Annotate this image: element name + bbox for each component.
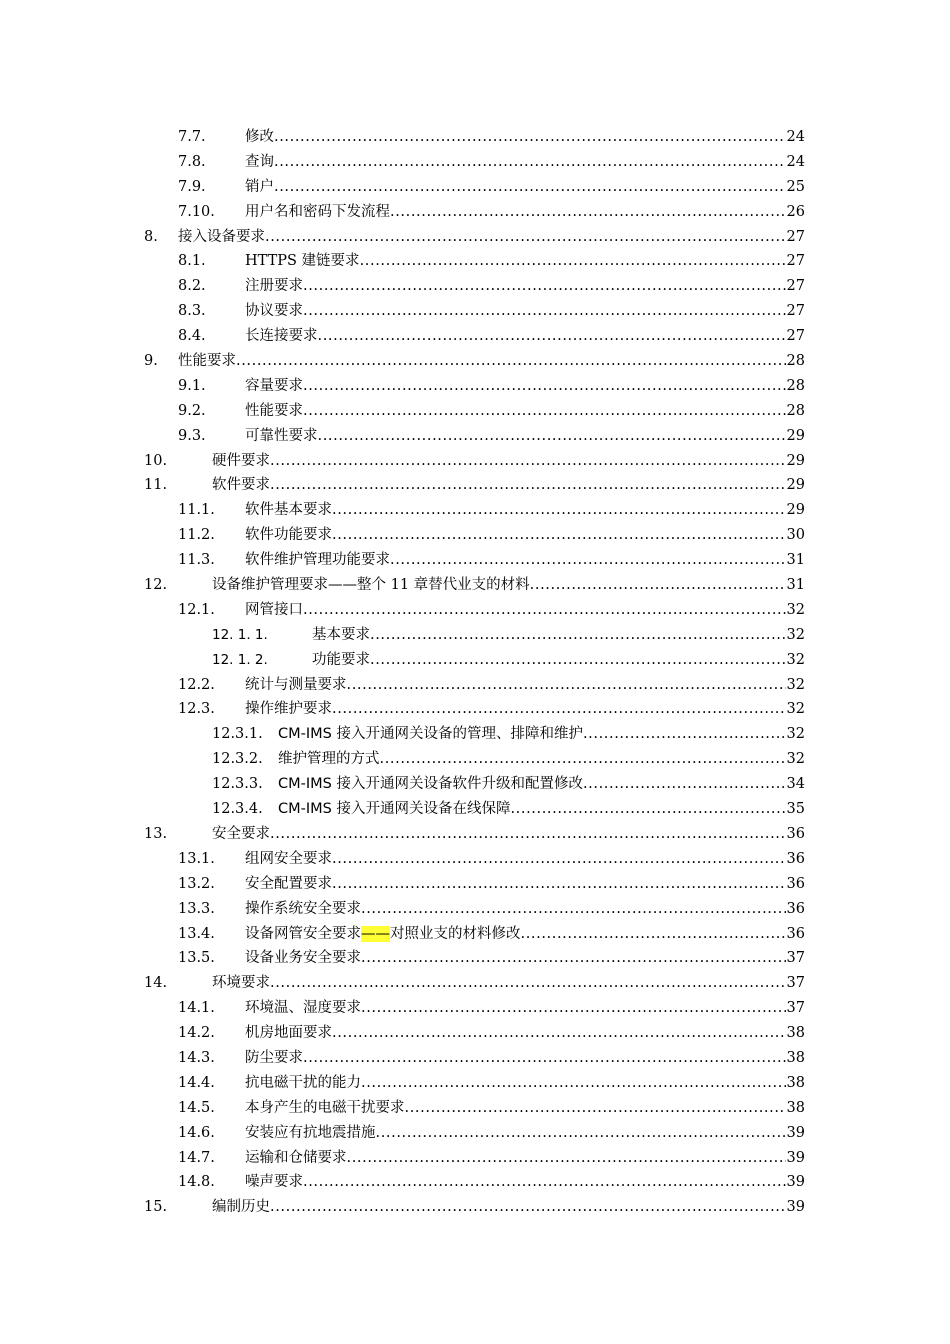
toc-page-number: 29 — [786, 502, 805, 519]
toc-entry-number: 13.4. — [178, 925, 215, 942]
toc-entry[interactable] — [0, 872, 950, 897]
toc-entry-title-text: 设备业务安全要求 — [245, 950, 361, 967]
toc-entry-title — [245, 847, 332, 872]
dot-leader — [270, 822, 786, 847]
toc-page-number: 28 — [786, 402, 805, 419]
toc-page-number: 36 — [786, 900, 805, 917]
toc-entry-number: 12.3.2. — [212, 751, 263, 768]
toc-entry-title-text: 防尘要求 — [245, 1049, 303, 1066]
toc-entry-title-text: 编制历史 — [212, 1199, 270, 1216]
toc-entry[interactable] — [0, 1046, 950, 1071]
dot-leader — [390, 200, 786, 225]
toc-entry[interactable] — [0, 349, 950, 374]
toc-entry[interactable] — [0, 573, 950, 598]
toc-entry-title-text: 注册要求 — [245, 278, 303, 295]
toc-entry-title — [245, 1071, 361, 1096]
dot-leader — [236, 349, 786, 374]
toc-page-number: 34 — [786, 776, 805, 793]
toc-page-number: 28 — [786, 377, 805, 394]
toc-page-number: 29 — [786, 427, 805, 444]
toc-entry-title — [245, 200, 390, 225]
toc-entry[interactable] — [0, 1071, 950, 1096]
toc-entry-number: 12.1. — [178, 601, 215, 618]
toc-entry[interactable] — [0, 623, 950, 648]
dot-leader — [361, 996, 786, 1021]
toc-entry[interactable] — [0, 548, 950, 573]
toc-entry-title — [245, 598, 303, 623]
toc-entry-title — [245, 399, 303, 424]
toc-entry-number: 14.4. — [178, 1074, 215, 1091]
toc-entry-title-text: 安装应有抗地震措施 — [245, 1124, 376, 1141]
toc-entry-title-text: CM-IMS 接入开通网关设备在线保障 — [278, 801, 511, 818]
toc-page-number: 37 — [786, 975, 805, 992]
toc-entry-number: 9.3. — [178, 427, 206, 444]
dot-leader — [303, 274, 786, 299]
toc-entry[interactable] — [0, 922, 950, 947]
toc-entry[interactable] — [0, 225, 950, 250]
toc-entry-title-text: CM-IMS 接入开通网关设备软件升级和配置修改 — [278, 776, 583, 793]
dot-leader — [332, 498, 786, 523]
toc-entry-title — [245, 872, 332, 897]
toc-entry-number: 13.5. — [178, 950, 215, 967]
toc-entry-number: 13.2. — [178, 875, 215, 892]
toc-entry-number: 7.10. — [178, 203, 215, 220]
toc-entry[interactable] — [0, 175, 950, 200]
toc-page-number: 37 — [786, 1000, 805, 1017]
toc-entry-title — [245, 175, 274, 200]
toc-entry-title-text: 安全配置要求 — [245, 875, 332, 892]
dot-leader — [332, 872, 786, 897]
toc-entry[interactable] — [0, 150, 950, 175]
dot-leader — [303, 598, 786, 623]
toc-entry-title-text: 软件维护管理功能要求 — [245, 552, 390, 569]
toc-entry-title-text: 操作系统安全要求 — [245, 900, 361, 917]
dot-leader — [332, 847, 786, 872]
toc-entry-title-text: 运输和仓储要求 — [245, 1149, 347, 1166]
toc-entry-title-text: 统计与测量要求 — [245, 676, 347, 693]
toc-page-number: 32 — [786, 601, 805, 618]
toc-entry-title — [245, 523, 332, 548]
toc-entry-title — [245, 673, 347, 698]
toc-entry-title — [245, 1146, 347, 1171]
toc-entry-number: 12.3.4. — [212, 801, 263, 818]
toc-entry-title — [245, 424, 318, 449]
toc-page-number: 37 — [786, 950, 805, 967]
toc-entry-number: 8.2. — [178, 278, 206, 295]
dot-leader — [274, 125, 786, 150]
toc-entry-title-text: CM-IMS 接入开通网关设备的管理、排障和维护 — [278, 726, 583, 743]
dot-leader — [303, 399, 786, 424]
toc-entry-title — [245, 1046, 303, 1071]
toc-entry-number: 13.1. — [178, 850, 215, 867]
toc-entry-title — [245, 125, 274, 150]
toc-entry-title-text: 销户 — [245, 178, 274, 195]
toc-entry-title — [245, 374, 303, 399]
toc-entry[interactable] — [0, 473, 950, 498]
toc-entry-title — [245, 1121, 376, 1146]
toc-entry[interactable] — [0, 1195, 950, 1220]
toc-entry[interactable] — [0, 722, 950, 747]
toc-entry-number: 12.3. — [178, 701, 215, 718]
dot-leader — [510, 797, 785, 822]
toc-entry-title-text: 性能要求 — [178, 353, 236, 370]
toc-page-number: 29 — [786, 477, 805, 494]
toc-entry-title — [312, 623, 370, 648]
toc-entry[interactable] — [0, 274, 950, 299]
toc-entry-title — [245, 922, 521, 947]
toc-entry-number: 7.7. — [178, 129, 206, 145]
toc-page-number: 39 — [786, 1174, 805, 1191]
toc-entry[interactable] — [0, 797, 950, 822]
toc-entry[interactable] — [0, 996, 950, 1021]
toc-entry-number: 11.2. — [178, 527, 215, 544]
toc-page-number: 36 — [786, 925, 805, 942]
toc-page-number: 32 — [786, 726, 805, 743]
toc-entry-title-text: 基本要求 — [312, 626, 370, 643]
toc-entry-title — [245, 274, 303, 299]
toc-page-number: 27 — [786, 303, 805, 320]
dot-leader — [274, 150, 786, 175]
toc-entry[interactable] — [0, 249, 950, 274]
dot-leader — [361, 946, 786, 971]
toc-page-number: 38 — [786, 1049, 805, 1066]
toc-entry-number: 8.3. — [178, 303, 206, 320]
toc-entry[interactable] — [0, 324, 950, 349]
toc-entry-number: 12.3.3. — [212, 776, 263, 793]
toc-page-number: 24 — [786, 153, 805, 170]
toc-entry-title-text: 长连接要求 — [245, 328, 318, 345]
toc-page-number: 32 — [786, 651, 805, 668]
toc-entry-number: 9.2. — [178, 402, 206, 419]
toc-page-number: 30 — [786, 527, 805, 544]
toc-entry-number: 10. — [144, 452, 168, 469]
toc-entry-title — [212, 822, 270, 847]
toc-entry-title-suffix: 对照业支的材料修改 — [390, 925, 521, 942]
toc-entry-number: 11.1. — [178, 502, 215, 519]
toc-entry-number: 8.1. — [178, 253, 206, 270]
toc-entry-title — [245, 1096, 405, 1121]
toc-entry-title-text: 查询 — [245, 153, 274, 170]
toc-page-number: 29 — [786, 452, 805, 469]
toc-entry-number: 14.8. — [178, 1174, 215, 1191]
toc-entry[interactable] — [0, 648, 950, 673]
toc-entry[interactable] — [0, 374, 950, 399]
toc-page-number: 31 — [786, 552, 805, 569]
toc-entry-number: 12.2. — [178, 676, 215, 693]
toc-page-number: 32 — [786, 676, 805, 693]
toc-entry[interactable] — [0, 299, 950, 324]
dot-leader — [521, 922, 786, 947]
dot-leader — [376, 1121, 786, 1146]
toc-entry-title — [212, 573, 530, 598]
toc-page-number: 38 — [786, 1099, 805, 1116]
toc-page-number: 32 — [786, 751, 805, 768]
toc-entry-title — [212, 1195, 270, 1220]
toc-entry-title — [212, 473, 270, 498]
dot-leader — [303, 1170, 786, 1195]
dot-leader — [270, 1195, 786, 1220]
toc-entry-number: 9.1. — [178, 377, 206, 394]
toc-page-number: 39 — [786, 1199, 805, 1216]
toc-entry[interactable] — [0, 523, 950, 548]
toc-page-number: 38 — [786, 1025, 805, 1042]
toc-entry-title-text: 软件要求 — [212, 477, 270, 494]
toc-entry-title-text: 机房地面要求 — [245, 1025, 332, 1042]
toc-page-number: 32 — [786, 626, 805, 643]
toc-entry-title-text: 软件基本要求 — [245, 502, 332, 519]
toc-entry-number: 14.3. — [178, 1049, 215, 1066]
toc-entry-number: 8. — [144, 228, 158, 245]
toc-entry-number: 7.9. — [178, 178, 206, 195]
toc-entry[interactable] — [0, 1021, 950, 1046]
toc-page-number: 35 — [786, 801, 805, 818]
dot-leader — [318, 424, 786, 449]
toc-entry-number: 7.8. — [178, 153, 206, 170]
toc-entry-title-text: 网管接口 — [245, 601, 303, 618]
toc-entry-title-text: 性能要求 — [245, 402, 303, 419]
dot-leader — [347, 673, 786, 698]
toc-page-number: 25 — [786, 178, 805, 195]
toc-page-number: 27 — [786, 278, 805, 295]
toc-entry-title-text: 硬件要求 — [212, 452, 270, 469]
toc-entry-title-text: 容量要求 — [245, 377, 303, 394]
dot-leader — [361, 1071, 786, 1096]
toc-entry-number: 14.5. — [178, 1099, 215, 1116]
toc-entry-number: 14.2. — [178, 1025, 215, 1042]
toc-entry-number: 12. 1. 2. — [212, 651, 268, 668]
toc-entry[interactable] — [0, 1096, 950, 1121]
toc-entry-title — [245, 697, 332, 722]
toc-entry-title-text: 安全要求 — [212, 825, 270, 842]
toc-entry-title-text: HTTPS 建链要求 — [245, 253, 360, 270]
toc-entry-title — [245, 498, 332, 523]
toc-page-number: 36 — [786, 825, 805, 842]
toc-entry-number: 14. — [144, 975, 168, 992]
toc-entry-title-text: 组网安全要求 — [245, 850, 332, 867]
toc-entry-title-text: 软件功能要求 — [245, 527, 332, 544]
toc-entry-title — [245, 897, 361, 922]
dot-leader — [583, 772, 786, 797]
toc-entry[interactable] — [0, 697, 950, 722]
toc-page-number: 36 — [786, 850, 805, 867]
toc-entry-title — [245, 946, 361, 971]
toc-entry-title-text: 抗电磁干扰的能力 — [245, 1074, 361, 1091]
dot-leader — [390, 548, 786, 573]
toc-entry-title — [312, 648, 370, 673]
toc-entry-title-text: 接入设备要求 — [178, 228, 265, 245]
dot-leader — [274, 175, 786, 200]
highlighted-dash: —— — [361, 925, 390, 942]
toc-entry-title-text: 本身产生的电磁干扰要求 — [245, 1099, 405, 1116]
toc-entry-title — [178, 349, 236, 374]
toc-entry-title-text: 环境要求 — [212, 975, 270, 992]
dot-leader — [380, 747, 786, 772]
toc-entry-title-text: 功能要求 — [312, 651, 370, 668]
toc-entry[interactable] — [0, 1146, 950, 1171]
toc-entry[interactable] — [0, 399, 950, 424]
toc-entry-title — [245, 1021, 332, 1046]
toc-entry-title-text: 操作维护要求 — [245, 701, 332, 718]
toc-entry-title-text: 可靠性要求 — [245, 427, 318, 444]
toc-entry[interactable] — [0, 673, 950, 698]
toc-entry-title — [212, 449, 270, 474]
dot-leader — [318, 324, 786, 349]
dot-leader — [303, 1046, 786, 1071]
toc-entry[interactable] — [0, 498, 950, 523]
toc-entry-title-text: 维护管理的方式 — [278, 751, 380, 768]
toc-entry-title-text: 修改 — [245, 129, 274, 145]
toc-entry-number: 15. — [144, 1199, 168, 1216]
toc-entry[interactable] — [0, 822, 950, 847]
dot-leader — [583, 722, 786, 747]
toc-entry-number: 8.4. — [178, 328, 206, 345]
dot-leader — [303, 299, 786, 324]
dot-leader — [405, 1096, 786, 1121]
toc-entry[interactable] — [0, 200, 950, 225]
toc-entry-title — [278, 797, 510, 822]
toc-page-number: 28 — [786, 353, 805, 370]
dot-leader — [270, 971, 786, 996]
dot-leader — [530, 573, 786, 598]
toc-entry-title-text: 设备网管安全要求 — [245, 925, 361, 942]
dot-leader — [332, 523, 786, 548]
toc-page-number: 24 — [786, 129, 805, 145]
toc-page-number: 27 — [786, 328, 805, 345]
dot-leader — [347, 1146, 786, 1171]
toc-entry-number: 13. — [144, 825, 168, 842]
toc-entry-number: 11.3. — [178, 552, 215, 569]
dot-leader — [332, 1021, 786, 1046]
toc-entry-title — [245, 150, 274, 175]
toc-entry[interactable] — [0, 449, 950, 474]
toc-entry-title-text: 环境温、湿度要求 — [245, 1000, 361, 1017]
toc-page-number: 39 — [786, 1124, 805, 1141]
toc-entry-number: 11. — [144, 477, 168, 494]
toc-page-number: 26 — [786, 203, 805, 220]
toc-entry-title — [245, 996, 361, 1021]
dot-leader — [270, 473, 786, 498]
toc-entry[interactable] — [0, 424, 950, 449]
toc-entry[interactable] — [0, 598, 950, 623]
toc-entry-number: 12.3.1. — [212, 726, 263, 743]
toc-entry[interactable] — [0, 1121, 950, 1146]
toc-page-number: 27 — [786, 253, 805, 270]
toc-entry-title-text: 噪声要求 — [245, 1174, 303, 1191]
toc-entry-title — [178, 225, 265, 250]
toc-entry-number: 12. 1. 1. — [212, 626, 268, 643]
toc-entry[interactable] — [0, 971, 950, 996]
toc-page-number: 36 — [786, 875, 805, 892]
toc-entry-number: 9. — [144, 353, 158, 370]
toc-entry[interactable] — [0, 946, 950, 971]
toc-entry-title-text: 用户名和密码下发流程 — [245, 203, 390, 220]
toc-entry-title — [212, 971, 270, 996]
toc-entry-title-text: 协议要求 — [245, 303, 303, 320]
dot-leader — [265, 225, 786, 250]
dot-leader — [303, 374, 786, 399]
toc-entry[interactable] — [0, 125, 950, 150]
toc-entry[interactable] — [0, 897, 950, 922]
toc-entry[interactable] — [0, 772, 950, 797]
toc-entry-title — [245, 324, 318, 349]
toc-entry-number: 12. — [144, 577, 168, 594]
toc-page-number: 39 — [786, 1149, 805, 1166]
toc-page-number: 31 — [786, 577, 805, 594]
toc-entry-number: 14.1. — [178, 1000, 215, 1017]
toc-entry-title — [245, 548, 390, 573]
dot-leader — [361, 897, 786, 922]
table-of-contents — [0, 125, 950, 1220]
toc-entry[interactable] — [0, 1170, 950, 1195]
toc-entry-title — [278, 772, 583, 797]
toc-entry-title-text: 设备维护管理要求——整个 11 章替代业支的材料 — [212, 577, 530, 594]
dot-leader — [370, 623, 786, 648]
toc-entry-number: 14.6. — [178, 1124, 215, 1141]
toc-entry-number: 13.3. — [178, 900, 215, 917]
toc-page-number: 32 — [786, 701, 805, 718]
toc-entry-title — [245, 299, 303, 324]
dot-leader — [370, 648, 786, 673]
toc-entry[interactable] — [0, 847, 950, 872]
dot-leader — [270, 449, 786, 474]
toc-entry-title — [245, 1170, 303, 1195]
toc-entry-title — [278, 747, 380, 772]
toc-entry-title — [278, 722, 583, 747]
toc-page-number: 38 — [786, 1074, 805, 1091]
toc-entry[interactable] — [0, 747, 950, 772]
toc-entry-number: 14.7. — [178, 1149, 215, 1166]
dot-leader — [360, 249, 786, 274]
toc-page-number: 27 — [786, 228, 805, 245]
toc-entry-title — [245, 249, 360, 274]
dot-leader — [332, 697, 786, 722]
